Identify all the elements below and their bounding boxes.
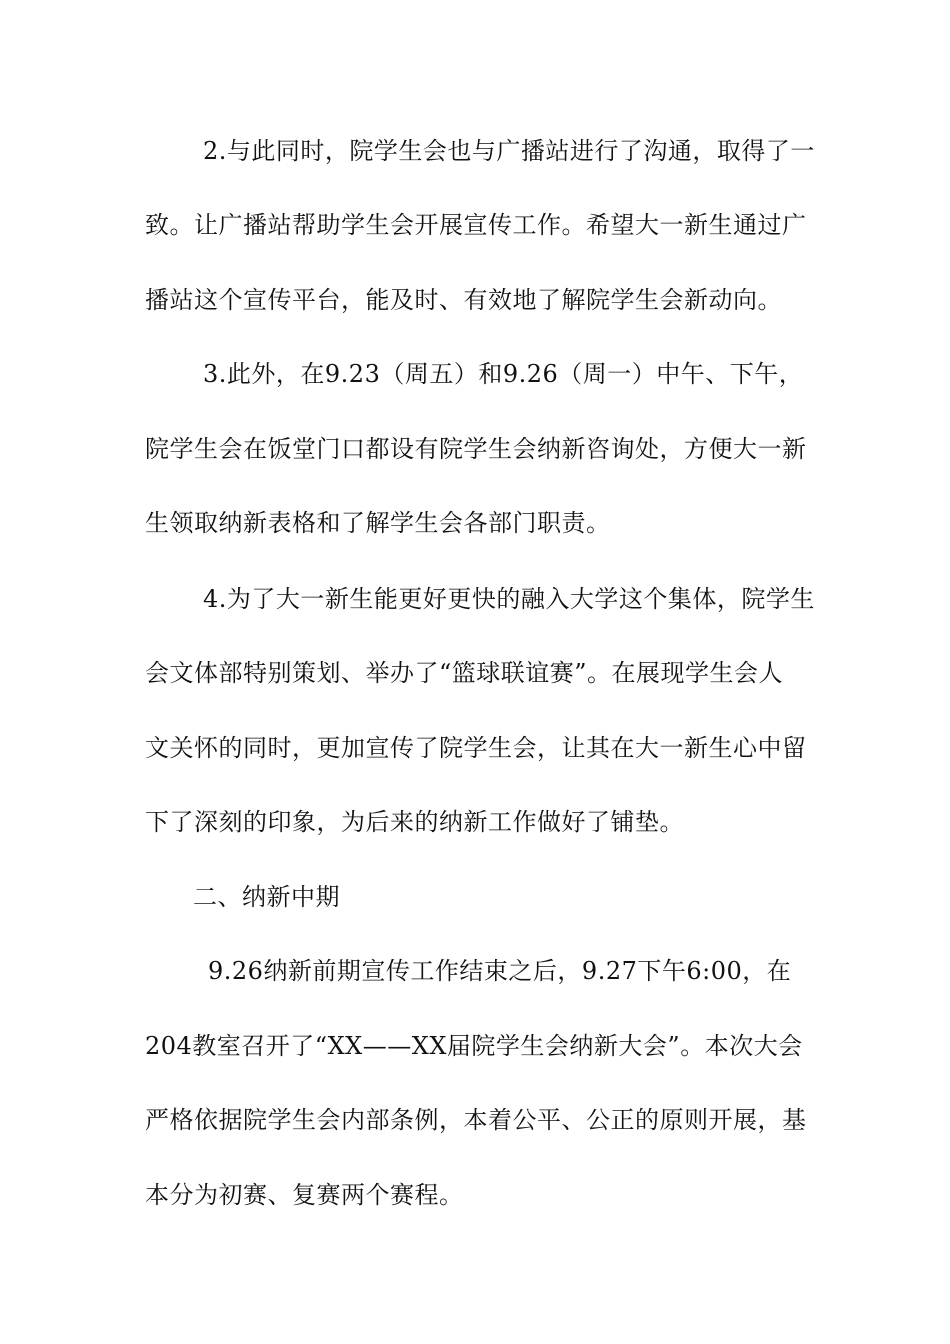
paragraph-4-line-4: 下了深刻的印象，为后来的纳新工作做好了铺垫。 bbox=[145, 808, 684, 836]
paragraph-5-line-2: 204教室召开了“XX——XX届院学生会纳新大会”。本次大会 bbox=[145, 1032, 803, 1060]
paragraph-2-line-2: 致。让广播站帮助学生会开展宣传工作。希望大一新生通过广 bbox=[145, 211, 807, 239]
paragraph-3-line-1: 3.此外，在9.23（周五）和9.26（周一）中午、下午， bbox=[203, 360, 804, 388]
paragraph-2-line-3: 播站这个宣传平台，能及时、有效地了解院学生会新动向。 bbox=[145, 286, 782, 314]
paragraph-3-line-3: 生领取纳新表格和了解学生会各部门职责。 bbox=[145, 509, 611, 537]
paragraph-4-line-3: 文关怀的同时，更加宣传了院学生会，让其在大一新生心中留 bbox=[145, 734, 807, 762]
section-heading: 二、纳新中期 bbox=[193, 883, 340, 911]
paragraph-2-line-1: 2.与此同时，院学生会也与广播站进行了沟通，取得了一 bbox=[203, 137, 815, 165]
paragraph-4-line-2: 会文体部特别策划、举办了“篮球联谊赛”。在展现学生会人 bbox=[145, 659, 784, 687]
paragraph-3-line-2: 院学生会在饭堂门口都设有院学生会纳新咨询处，方便大一新 bbox=[145, 435, 807, 463]
paragraph-5-line-1: 9.26纳新前期宣传工作结束之后，9.27下午6:00，在 bbox=[208, 957, 792, 985]
paragraph-5-line-4: 本分为初赛、复赛两个赛程。 bbox=[145, 1181, 464, 1209]
paragraph-4-line-1: 4.为了大一新生能更好更快的融入大学这个集体，院学生 bbox=[203, 585, 815, 613]
paragraph-5-line-3: 严格依据院学生会内部条例，本着公平、公正的原则开展，基 bbox=[145, 1106, 807, 1134]
